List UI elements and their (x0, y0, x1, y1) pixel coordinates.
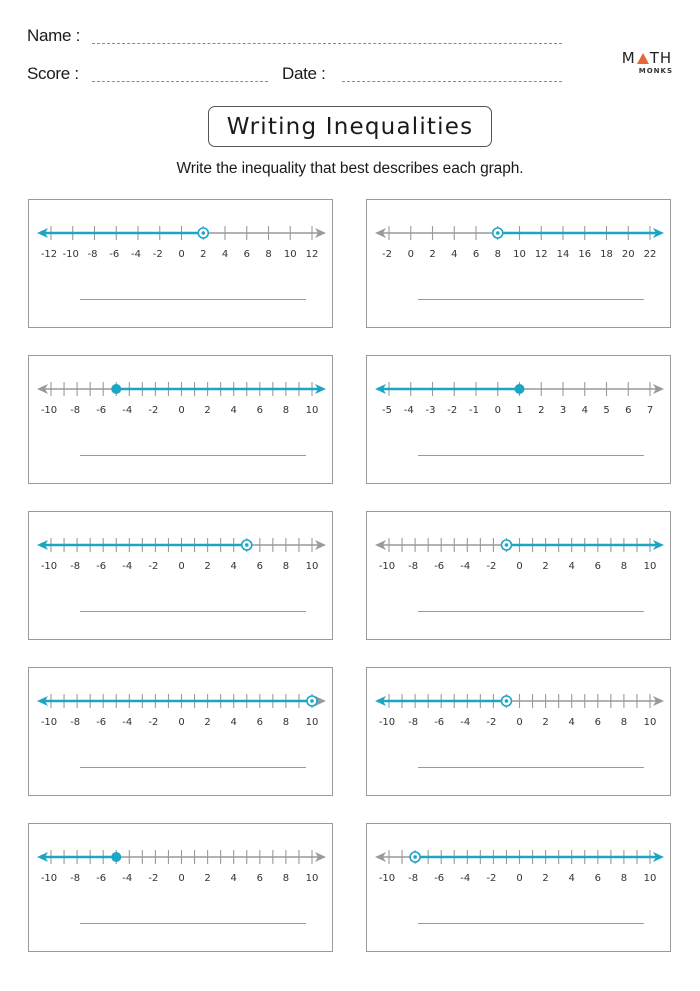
page-title (208, 106, 492, 147)
tick-label: 8 (620, 717, 628, 728)
date-label: Date : (282, 64, 326, 83)
tick-label: -4 (122, 873, 133, 884)
tick-label: 2 (200, 249, 207, 260)
problem-card-5 (28, 511, 333, 640)
problem-card-9 (28, 823, 333, 952)
tick-label: -10 (40, 873, 58, 884)
page-title-text: Writing Inequalities (226, 113, 474, 140)
answer-line-2[interactable] (418, 299, 644, 300)
score-label: Score : (27, 64, 79, 83)
tick-label: 12 (534, 249, 548, 260)
tick-label: 2 (204, 873, 211, 884)
tick-label: 14 (556, 249, 570, 260)
tick-label: -6 (96, 873, 107, 884)
instructions: Write the inequality that best describes each graph. (176, 160, 524, 177)
tick-label: 6 (625, 405, 632, 416)
tick-label: -2 (486, 717, 497, 728)
tick-label: -2 (148, 405, 159, 416)
tick-label: 4 (581, 405, 588, 416)
tick-label: 16 (578, 249, 592, 260)
tick-label: -3 (425, 405, 436, 416)
tick-label: -4 (131, 249, 141, 260)
name-field[interactable] (92, 43, 562, 44)
tick-label: 8 (494, 249, 501, 260)
tick-label: -6 (109, 249, 120, 260)
tick-label: 4 (568, 717, 575, 728)
tick-label: -2 (486, 873, 497, 884)
tick-label: 3 (559, 405, 567, 416)
answer-line-4[interactable] (418, 455, 644, 456)
problem-card-7 (28, 667, 333, 796)
tick-label: 0 (516, 717, 523, 728)
tick-label: -2 (382, 249, 392, 260)
tick-label: -5 (382, 405, 392, 416)
tick-label: 8 (282, 405, 290, 416)
number-line-3 (29, 356, 334, 485)
tick-label: 6 (256, 873, 263, 884)
tick-label: -8 (70, 717, 81, 728)
tick-label: 20 (621, 249, 635, 260)
tick-label: 6 (472, 249, 480, 260)
math-monks-logo (619, 50, 675, 75)
tick-label: -6 (96, 561, 107, 572)
score-field[interactable] (92, 81, 268, 82)
number-line-8 (367, 668, 672, 797)
tick-label: -2 (447, 405, 458, 416)
tick-label: 0 (407, 249, 414, 260)
logo-word-left: M (621, 49, 636, 67)
tick-label: -2 (148, 873, 159, 884)
tick-label: -10 (62, 249, 79, 260)
tick-label: -6 (96, 405, 107, 416)
tick-label: 0 (178, 873, 185, 884)
tick-label: 10 (305, 873, 319, 884)
tick-label: 4 (230, 717, 237, 728)
tick-label: 0 (494, 405, 501, 416)
tick-label: 10 (643, 561, 657, 572)
tick-label: -10 (378, 717, 396, 728)
answer-line-6[interactable] (418, 611, 644, 612)
tick-label: 12 (305, 249, 319, 260)
tick-label: 4 (568, 873, 575, 884)
number-line-1 (29, 200, 334, 329)
answer-line-1[interactable] (80, 299, 306, 300)
tick-label: -10 (40, 561, 58, 572)
tick-label: -4 (122, 405, 133, 416)
tick-label: -8 (408, 717, 419, 728)
number-line-6 (367, 512, 672, 641)
tick-label: 5 (603, 405, 610, 416)
tick-label: 1 (516, 405, 523, 416)
number-line-9 (29, 824, 334, 953)
answer-line-5[interactable] (80, 611, 306, 612)
number-line-4 (367, 356, 672, 485)
tick-label: 8 (620, 561, 628, 572)
tick-label: 2 (542, 561, 549, 572)
tick-label: 6 (594, 873, 601, 884)
number-line-2 (367, 200, 672, 329)
tick-label: -10 (40, 405, 58, 416)
tick-label: 0 (178, 561, 185, 572)
closed-circle-icon (515, 384, 525, 394)
tick-label: 2 (204, 405, 211, 416)
tick-label: -1 (469, 405, 479, 416)
tick-label: 10 (305, 717, 319, 728)
tick-label: 10 (513, 249, 526, 260)
number-line-10 (367, 824, 672, 953)
tick-label: 0 (178, 405, 185, 416)
logo-word-right: TH (649, 49, 673, 67)
tick-label: 10 (305, 405, 319, 416)
problem-card-4 (366, 355, 671, 484)
tick-label: 6 (256, 717, 263, 728)
tick-label: 6 (594, 717, 601, 728)
tick-label: 2 (542, 717, 549, 728)
tick-label: -8 (408, 561, 419, 572)
tick-label: -8 (70, 873, 81, 884)
tick-label: 2 (542, 873, 549, 884)
tick-label: 4 (230, 561, 237, 572)
tick-label: 10 (643, 717, 657, 728)
tick-label: 2 (429, 249, 436, 260)
tick-label: 7 (646, 405, 654, 416)
tick-label: 4 (451, 249, 458, 260)
tick-label: 18 (600, 249, 613, 260)
tick-label: 2 (204, 717, 211, 728)
tick-label: -6 (434, 561, 445, 572)
closed-circle-icon (111, 852, 121, 862)
answer-line-9[interactable] (80, 923, 306, 924)
answer-line-3[interactable] (80, 455, 306, 456)
tick-label: -6 (96, 717, 107, 728)
tick-label: 8 (282, 561, 290, 572)
tick-label: 0 (178, 717, 185, 728)
tick-label: 10 (283, 249, 297, 260)
tick-label: 10 (643, 873, 657, 884)
tick-label: 4 (568, 561, 575, 572)
problem-card-8 (366, 667, 671, 796)
answer-line-10[interactable] (418, 923, 644, 924)
tick-label: 6 (256, 405, 263, 416)
tick-label: 8 (265, 249, 272, 260)
tick-label: -8 (70, 561, 81, 572)
answer-line-7[interactable] (80, 767, 306, 768)
tick-label: 4 (221, 249, 229, 260)
tick-label: 0 (516, 561, 523, 572)
tick-label: -6 (434, 717, 445, 728)
logo-subtitle: MONKS (638, 67, 673, 75)
tick-label: 4 (230, 405, 237, 416)
problem-card-2 (366, 199, 671, 328)
problem-card-10 (366, 823, 671, 952)
tick-label: -10 (378, 873, 396, 884)
tick-label: -2 (148, 561, 159, 572)
problem-card-6 (366, 511, 671, 640)
tick-label: 8 (620, 873, 628, 884)
logo-triangle-icon (637, 53, 649, 64)
tick-label: 22 (643, 249, 657, 260)
tick-label: 8 (282, 717, 290, 728)
tick-label: 2 (538, 405, 545, 416)
tick-label: -2 (152, 249, 163, 260)
tick-label: 2 (204, 561, 211, 572)
date-field[interactable] (342, 81, 562, 82)
tick-label: -4 (122, 561, 133, 572)
tick-label: 8 (282, 873, 290, 884)
tick-label: 0 (178, 249, 185, 260)
tick-label: 10 (305, 561, 319, 572)
tick-label: -4 (403, 405, 414, 416)
tick-label: 6 (594, 561, 601, 572)
tick-label: 4 (230, 873, 237, 884)
problem-card-3 (28, 355, 333, 484)
tick-label: 6 (256, 561, 263, 572)
tick-label: -2 (486, 561, 497, 572)
tick-label: -8 (87, 249, 98, 260)
tick-label: 6 (243, 249, 250, 260)
tick-label: -4 (460, 873, 471, 884)
answer-line-8[interactable] (418, 767, 644, 768)
tick-label: -10 (40, 717, 58, 728)
tick-label: -4 (460, 561, 471, 572)
tick-label: 0 (516, 873, 523, 884)
tick-label: -10 (378, 561, 396, 572)
number-line-7 (29, 668, 334, 797)
tick-label: -12 (40, 249, 58, 260)
name-label: Name : (27, 26, 80, 45)
tick-label: -4 (122, 717, 133, 728)
tick-label: -8 (70, 405, 81, 416)
tick-label: -4 (460, 717, 471, 728)
closed-circle-icon (111, 384, 121, 394)
tick-label: -6 (434, 873, 445, 884)
tick-label: -2 (148, 717, 159, 728)
number-line-5 (29, 512, 334, 641)
tick-label: -8 (408, 873, 419, 884)
problem-card-1 (28, 199, 333, 328)
